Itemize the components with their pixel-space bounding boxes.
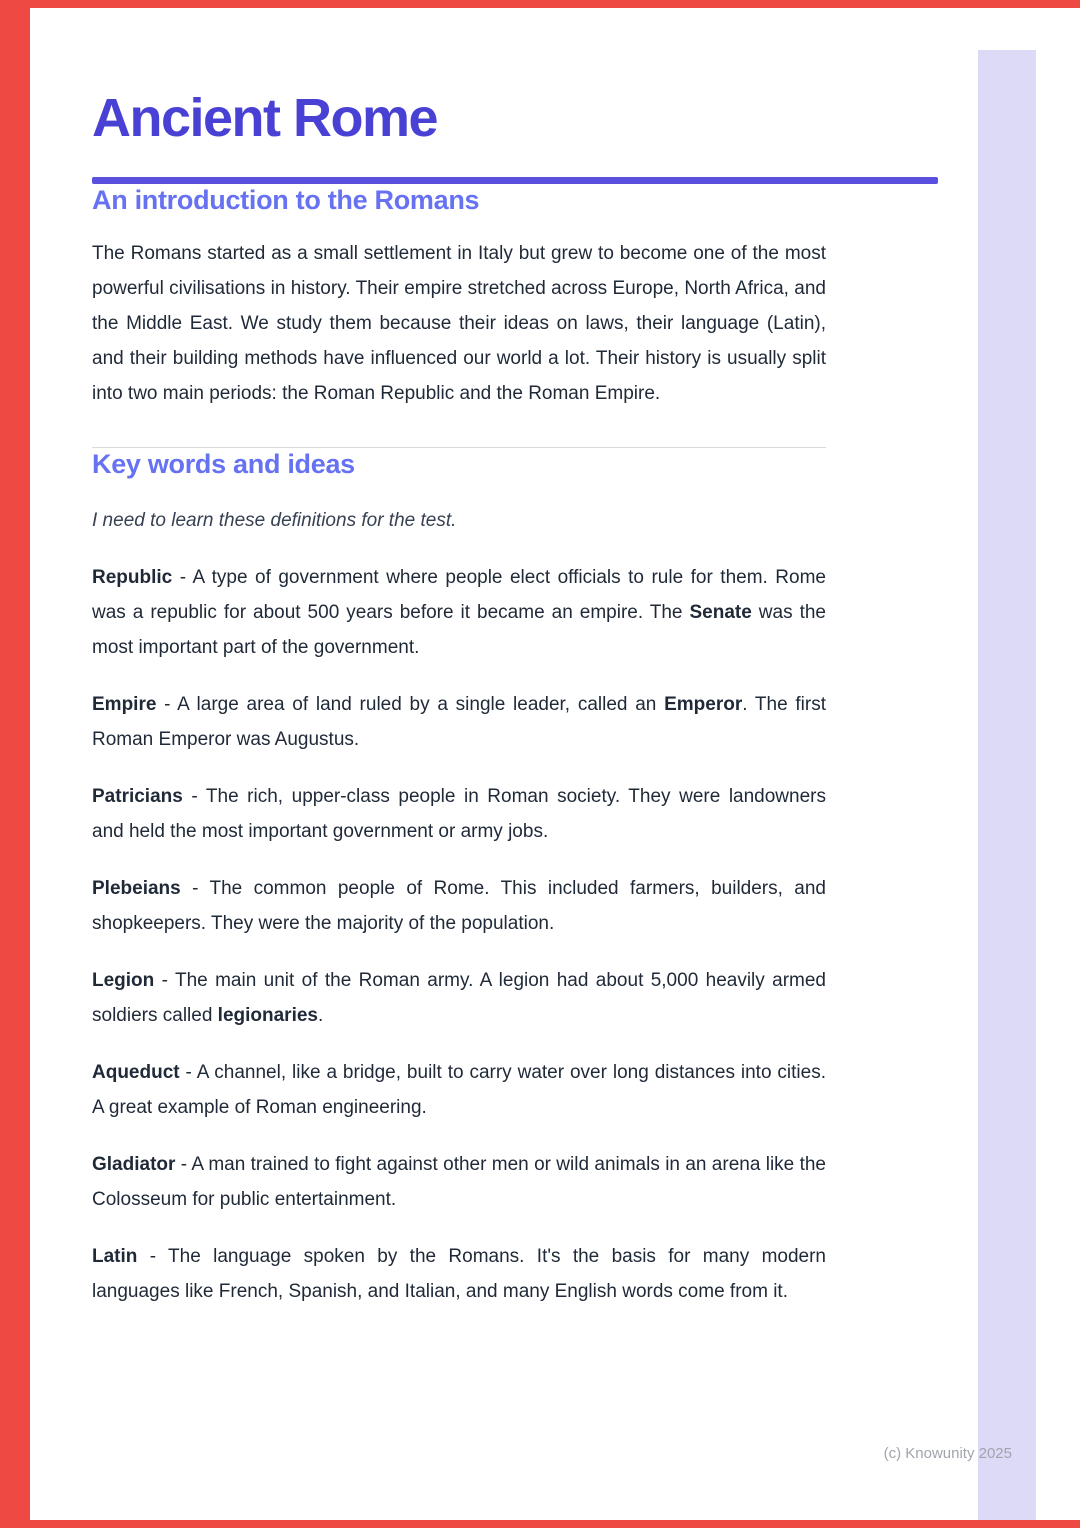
intro-paragraph: The Romans started as a small settlement in Italy but grew to become one of the most powerful civilisations in history. Their empire stretched across Europe, North Africa, and the Middle East. We study them because their ideas on laws, their language (Latin), and their building methods have influenced our world a lot. Their history is usually split into two main periods: the Roman Republic and the Roman Empire. bbox=[92, 243, 826, 405]
definition-term: Emperor bbox=[664, 693, 743, 715]
definition-term: Gladiator bbox=[92, 1153, 176, 1175]
definition-paragraph bbox=[92, 1055, 826, 1125]
definition-text: . The first Roman Emperor was Augustus. bbox=[92, 693, 826, 750]
definition-text: - A large area of land ruled by a single leader, called an bbox=[156, 693, 665, 715]
page-border-top bbox=[0, 0, 1080, 8]
definition-term: Plebeians bbox=[92, 877, 181, 899]
definition-text: - The rich, upper-class people in Roman society. They were landowners and held the most important government or army jobs. bbox=[92, 785, 826, 842]
definition-text: - The main unit of the Roman army. A legion had about 5,000 heavily armed soldiers called bbox=[92, 969, 826, 1026]
document-content bbox=[92, 0, 938, 1309]
definition-paragraph bbox=[92, 560, 826, 665]
definition-text: - A type of government where people elect officials to rule for them. Rome was a republic for about 500 years before it became an empire. The bbox=[92, 566, 826, 623]
section-heading-keywords: Key words and ideas bbox=[92, 449, 355, 480]
definition-term: Senate bbox=[689, 601, 752, 623]
definition-term: Republic bbox=[92, 566, 173, 588]
footer-watermark: (c) Knowunity 2025 bbox=[883, 1445, 1012, 1462]
definition-text: - The language spoken by the Romans. It's the basis for many modern languages like French, Spanish, and Italian, and many English words come from it. bbox=[92, 1245, 826, 1302]
definition-paragraph bbox=[92, 779, 826, 849]
title-rule bbox=[92, 177, 938, 184]
page-border-left bbox=[0, 0, 30, 1528]
definition-term: Aqueduct bbox=[92, 1061, 180, 1083]
definition-text: was the most important part of the government. bbox=[92, 601, 826, 658]
definition-text: - A channel, like a bridge, built to carry water over long distances into cities. A great example of Roman engineering. bbox=[92, 1061, 826, 1118]
page-title: Ancient Rome bbox=[92, 88, 438, 148]
page-border-bottom bbox=[0, 1520, 1080, 1528]
definition-paragraph bbox=[92, 871, 826, 941]
definitions-list bbox=[92, 560, 938, 1309]
decorative-side-strip bbox=[978, 50, 1036, 1520]
definition-term: Legion bbox=[92, 969, 155, 991]
definition-paragraph bbox=[92, 687, 826, 757]
definition-paragraph bbox=[92, 1147, 826, 1217]
definition-text: . bbox=[318, 1004, 324, 1026]
definition-term: legionaries bbox=[217, 1004, 318, 1026]
definition-paragraph bbox=[92, 963, 826, 1033]
definition-text: - The common people of Rome. This included farmers, builders, and shopkeepers. They were the majority of the population. bbox=[92, 877, 826, 934]
definition-term: Latin bbox=[92, 1245, 138, 1267]
definition-term: Patricians bbox=[92, 785, 183, 807]
section-heading-introduction: An introduction to the Romans bbox=[92, 184, 480, 215]
definition-paragraph bbox=[92, 1239, 826, 1309]
keywords-note: I need to learn these definitions for the test. bbox=[92, 509, 457, 531]
definition-term: Empire bbox=[92, 693, 157, 715]
definition-text: - A man trained to fight against other men or wild animals in an arena like the Colosseum for public entertainment. bbox=[92, 1153, 826, 1210]
